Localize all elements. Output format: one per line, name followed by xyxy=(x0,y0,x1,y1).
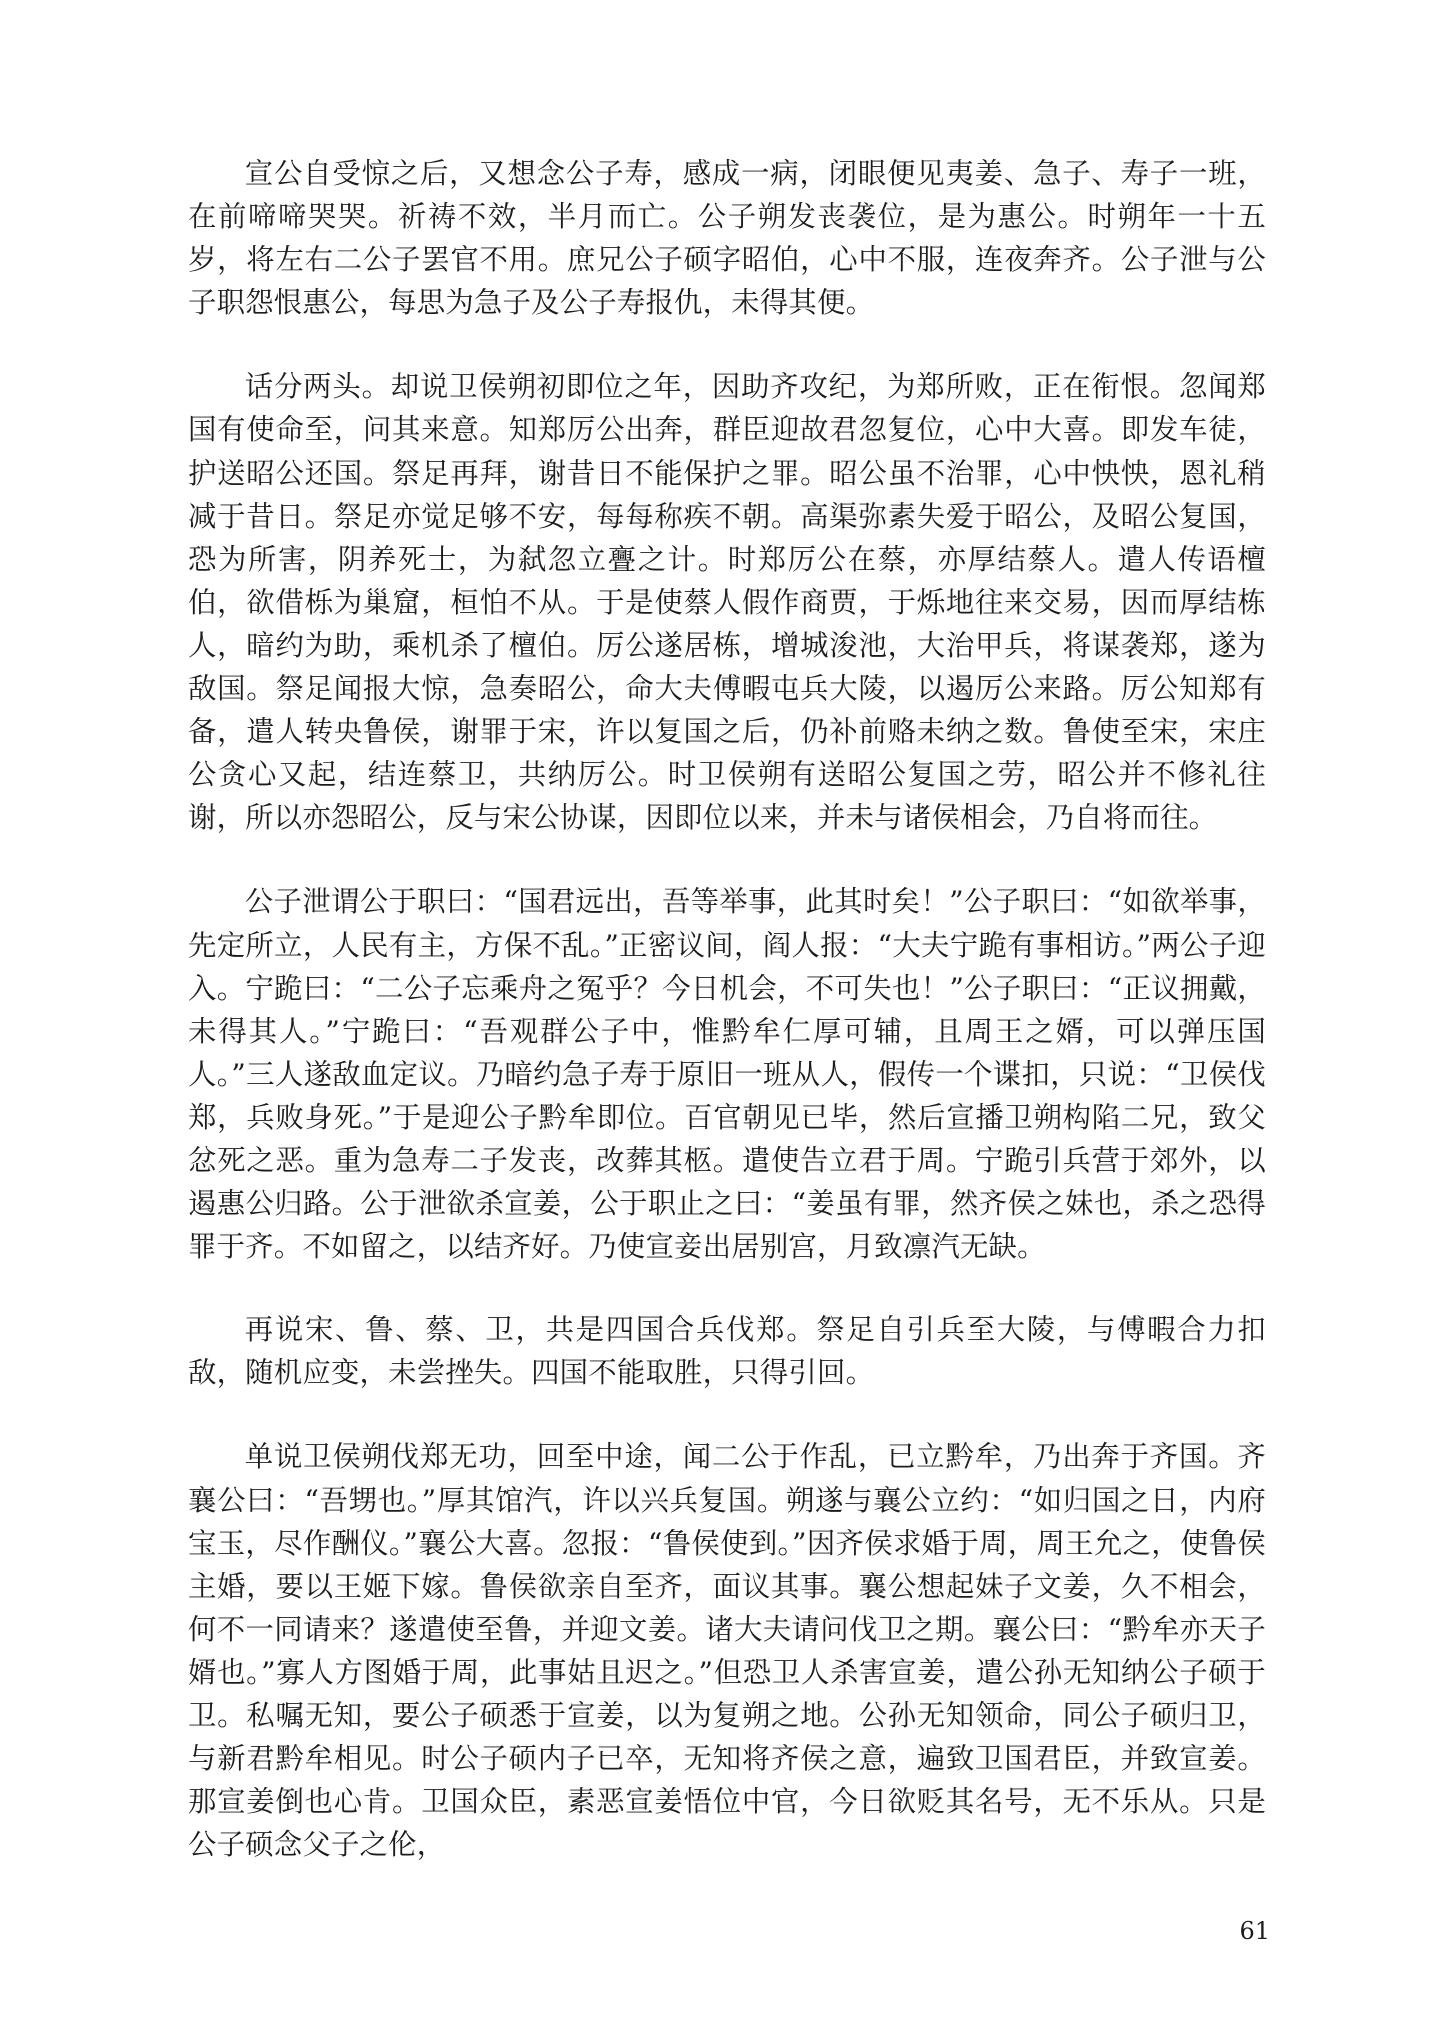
paragraph-2: 话分两头。却说卫侯朔初即位之年，因助齐攻纪，为郑所败，正在衔恨。忽闻郑国有使命至，问其来意。知郑厉公出奔，群臣迎故君忽复位，心中大喜。即发车徒，护送昭公还国。祭足再拜，谢昔日不能保护之罪。昭公虽不治罪，心中怏怏，恩礼稍减于昔日。祭足亦觉足够不安，每每称疾不朝。高渠弥素失爱于昭公，及昭公复国，恐为所害，阴养死士，为弑忽立亹之计。时郑厉公在蔡，亦厚结蔡人。遣人传语檀伯，欲借栎为巢窟，桓怕不从。于是使蔡人假作商贾，于烁地往来交易，因而厚结栋人，暗约为助，乘机杀了檀伯。厉公遂居栋，增城浚池，大治甲兵，将谋袭郑，遂为敌国。祭足闻报大惊，急奏昭公，命大夫傅暇屯兵大陵，以遏厉公来路。厉公知郑有备，遣人转央鲁侯，谢罪于宋，许以复国之后，仍补前赂未纳之数。鲁使至宋，宋庄公贪心又起，结连蔡卫，共纳厉公。时卫侯朔有送昭公复国之劳，昭公并不修礼往谢，所以亦怨昭公，反与宋公协谋，因即位以来，并未与诸侯相会，乃自将而往。 xyxy=(188,370,1266,835)
body-text xyxy=(188,152,1266,1908)
paragraph-5: 单说卫侯朔伐郑无功，回至中途，闻二公于作乱，已立黔牟，乃出奔于齐国。齐襄公曰：“吾甥也。”厚其馆汽，许以兴兵复国。朔遂与襄公立约：“如归国之日，内府宝玉，尽作酬仪。”襄公大喜。忽报：“鲁侯使到。”因齐侯求婚于周，周王允之，使鲁侯主婚，要以王姬下嫁。鲁侯欲亲自至齐，面议其事。襄公想起妹子文姜，久不相会，何不一同请来？遂遣使至鲁，并迎文姜。诸大夫请问伐卫之期。襄公曰：“黔牟亦天子婿也。”寡人方图婚于周，此事姑且迟之。”但恐卫人杀害宣姜，遣公孙无知纳公子硕于卫。私嘱无知，要公子硕悉于宣姜，以为复朔之地。公孙无知领命，同公子硕归卫，与新君黔牟相见。时公子硕内子已卒，无知将齐侯之意，遍致卫国君臣，并致宣姜。那宣姜倒也心肯。卫国众臣，素恶宣姜悟位中官，今日欲贬其名号，无不乐从。只是公子硕念父子之伦， xyxy=(188,1440,1266,1862)
paragraph-4: 再说宋、鲁、蔡、卫，共是四国合兵伐郑。祭足自引兵至大陵，与傅暇合力扣敌，随机应变，未尝挫失。四国不能取胜，只得引回。 xyxy=(188,1313,1266,1390)
paragraph-3: 公子泄谓公于职曰：“国君远出，吾等举事，此其时矣！”公子职曰：“如欲举事，先定所立，人民有主，方保不乱。”正密议间，阎人报：“大夫宁跪有事相访。”两公子迎入。宁跪曰：“二公子忘乘舟之冤乎？今日机会，不可失也！”公子职曰：“正议拥戴，未得其人。”宁跪曰：“吾观群公子中，惟黔牟仁厚可辅，且周王之婿，可以弹压国人。”三人遂敌血定议。乃暗约急子寿于原旧一班从人，假传一个谍扣，只说：“卫侯伐郑，兵败身死。”于是迎公子黔牟即位。百官朝见已毕，然后宣播卫朔构陷二兄，致父忿死之恶。重为急寿二子发丧，改葬其柩。遣使告立君于周。宁跪引兵营于郊外，以遏惠公归路。公于泄欲杀宣姜，公于职止之曰：“姜虽有罪，然齐侯之妹也，杀之恐得罪于齐。不如留之，以结齐好。乃使宣妾出居别宫，月致凛汽无缺。 xyxy=(188,885,1266,1264)
paragraph-1: 宣公自受惊之后，又想念公子寿，感成一病，闭眼便见夷姜、急子、寿子一班，在前啼啼哭哭。祈祷不效，半月而亡。公子朔发丧袭位，是为惠公。时朔年一十五岁，将左右二公子罢官不用。庶兄公子硕字昭伯，心中不服，连夜奔齐。公子泄与公子职怨恨惠公，每思为急子及公子寿报仇，未得其便。 xyxy=(188,157,1266,320)
page-number: 61 xyxy=(1239,1917,1270,1945)
